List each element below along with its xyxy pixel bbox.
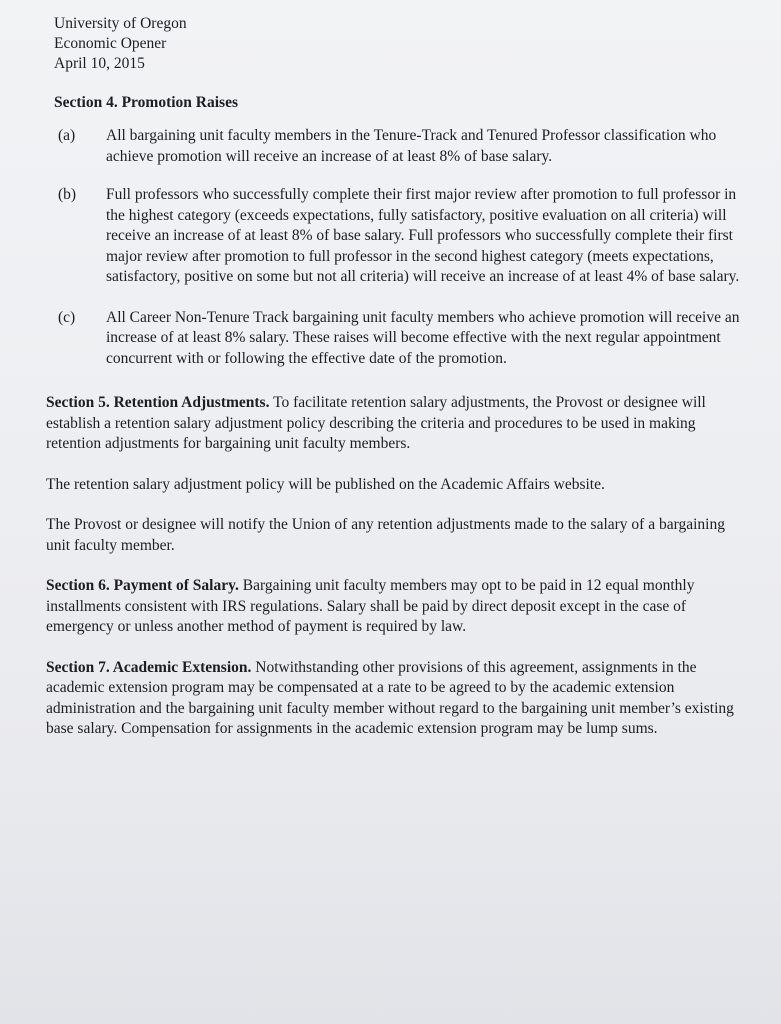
item-text: All bargaining unit faculty members in the Tenure-Track and Tenured Professor classification who achieve promotion will receive an increase of at least 8% of base salary. [106,127,717,165]
section-5-notify-paragraph: The Provost or designee will notify the Union of any retention adjustments made to the salary of a bargaining unit faculty member. [46,516,725,554]
document-title: Economic Opener [54,35,167,52]
document-header [54,14,741,74]
section-4-item-c [46,308,741,370]
section-5-heading: Section 5. Retention Adjustments. [46,394,270,411]
section-6-heading: Section 6. Payment of Salary. [46,577,239,594]
section-4-item-b [46,185,741,288]
document-date: April 10, 2015 [54,55,145,72]
section-7-paragraph [46,658,741,740]
section-4-item-a [46,126,741,167]
section-5-paragraph [46,393,741,455]
item-label: (b) [58,186,77,203]
section-6-paragraph [46,576,741,638]
item-text: All Career Non-Tenure Track bargaining unit faculty members who achieve promotion will receive an increase of at least 8% salary. These raises will become effective with the next regular appointment concurrent with or following the effective date of the promotion. [106,308,740,367]
section-5-policy-paragraph: The retention salary adjustment policy will be published on the Academic Affairs website. [46,475,605,493]
item-label: (c) [58,308,76,326]
section-7-heading: Section 7. Academic Extension. [46,658,252,676]
section-6-body: Bargaining unit faculty members may opt to be paid in 12 equal monthly installments consistent with IRS regulations. Salary shall be paid by direct deposit except in the case of emergency or unless another method of payment is required by law. [46,577,695,635]
section-7-body: Notwithstanding other provisions of this agreement, assignments in the academic extension program may be compensated at a rate to be agreed to by the academic extension administration and the bargaining unit faculty member without regard to the bargaining unit member’s existing base salary. Compensation for assignments in the academic extension program may be lump sums. [46,658,734,737]
item-text: Full professors who successfully complete their first major review after promotion to full professor in the highest category (exceeds expectations, fully satisfactory, positive evaluation on all criteria) will receive an increase of at least 8% of base salary. Full professors who successfully complete their first major review after promotion to full professor in the second highest category (meets expectations, satisfactory, positive on some but not all criteria) will receive an increase of at least 4% of base salary. [106,186,740,285]
section-4-heading: Section 4. Promotion Raises [54,94,238,111]
item-label: (a) [58,127,76,144]
section-5-body: To facilitate retention salary adjustments, the Provost or designee will establish a retention salary adjustment policy describing the criteria and procedures to be used in making retention adjustments for bargaining unit faculty members. [46,394,706,452]
institution-name: University of Oregon [54,15,187,32]
